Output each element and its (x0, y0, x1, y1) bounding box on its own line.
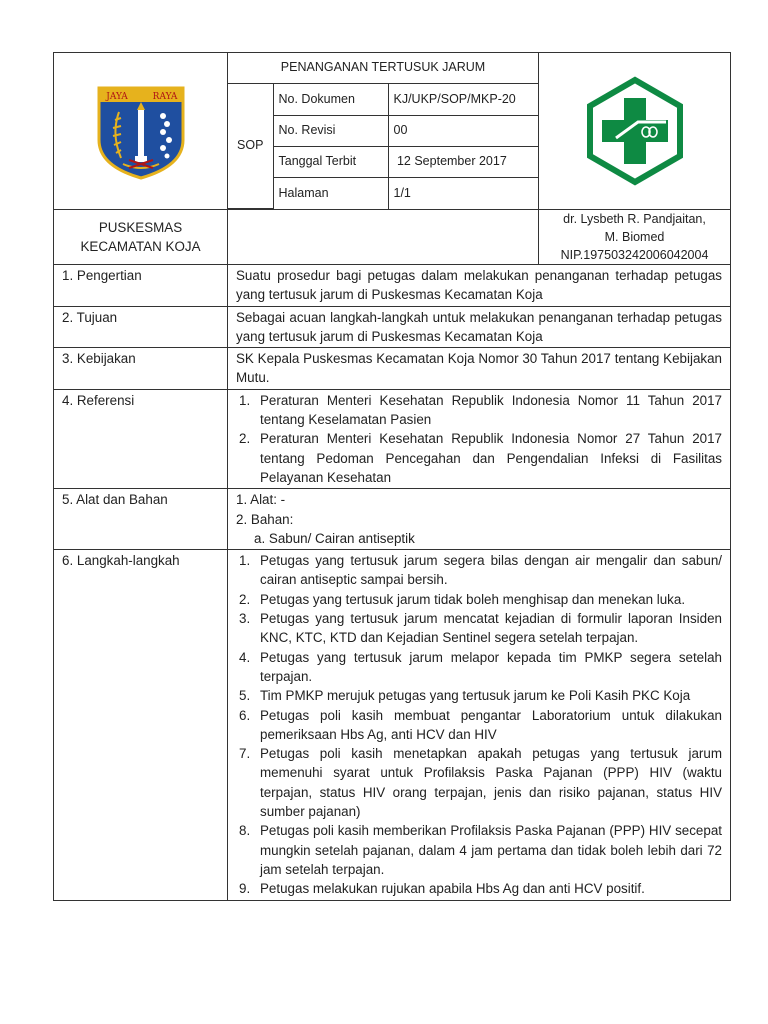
item-text: Tim PMKP merujuk petugas yang tertusuk jarum ke Poli Kasih PKC Koja (260, 688, 691, 704)
list-item (236, 821, 722, 879)
row-kebijakan (54, 348, 731, 390)
list-item (236, 706, 722, 745)
meta-value-halaman: 1/1 (393, 185, 411, 200)
right-logo-cell (539, 53, 731, 210)
label-alat: 5. Alat dan Bahan (54, 489, 228, 550)
left-logo-cell (54, 53, 228, 210)
meta-label-tanggal: Tanggal Terbit (273, 146, 388, 177)
bahan-item: a. Sabun/ Cairan antiseptik (254, 530, 415, 546)
item-number: 4. (239, 649, 251, 665)
sop-label: SOP (228, 84, 273, 209)
emblem-text-right: RAYA (152, 92, 177, 102)
label-referensi: 4. Referensi (54, 389, 228, 488)
row-tujuan (54, 306, 731, 348)
label-kebijakan: 3. Kebijakan (54, 348, 228, 390)
list-item (236, 609, 722, 648)
item-text: Peraturan Menteri Kesehatan Republik Indonesia Nomor 27 Tahun 2017 tentang Pedoman Pencegahan dan Pengendalian Infeksi di Fasilitas Pelayanan Kesehatan (260, 431, 722, 485)
signer-name: dr. Lysbeth R. Pandjaitan, (563, 212, 706, 226)
item-number: 9. (239, 881, 251, 897)
sop-document (53, 52, 731, 901)
list-item (236, 879, 722, 898)
item-text: Petugas melakukan rujukan apabila Hbs Ag dan anti HCV positif. (260, 881, 645, 897)
list-item (236, 551, 722, 590)
list-item (236, 391, 722, 430)
jaya-raya-emblem (93, 82, 189, 180)
item-text: Petugas poli kasih membuat pengantar Laboratorium untuk dilakukan pemeriksaan Hbs Ag, anti HCV dan HIV (260, 707, 722, 742)
blank-cell (228, 210, 539, 265)
meta-label-dokumen: No. Dokumen (273, 84, 388, 115)
referensi-list (236, 391, 722, 487)
signer-cell (539, 210, 731, 265)
document-title: PENANGANAN TERTUSUK JARUM (228, 53, 538, 84)
label-tujuan: 2. Tujuan (54, 306, 228, 348)
row-langkah (54, 550, 731, 900)
item-text: Peraturan Menteri Kesehatan Republik Indonesia Nomor 11 Tahun 2017 tentang Keselamatan Pasien (260, 392, 722, 428)
list-item (236, 429, 722, 487)
institution-cell (54, 210, 228, 265)
institution-line2: KECAMATAN KOJA (80, 239, 201, 254)
signer-degree: M. Biomed (604, 230, 665, 244)
item-text: Petugas poli kasih memberikan Profilaksis Paska Pajanan (PPP) HIV secepat mungkin setelah pajanan, dalam 4 jam pertama dan tidak boleh lebih dari 72 jam setelah terpajan. (260, 823, 722, 877)
item-number: 5. (239, 688, 251, 704)
label-pengertian: 1. Pengertian (54, 265, 228, 307)
row-referensi (54, 389, 731, 488)
list-item (236, 648, 722, 687)
meta-label-halaman: Halaman (273, 178, 388, 209)
item-text: Petugas yang tertusuk jarum segera bilas dengan air mengalir dan sabun/ cairan antiseptic sampai bersih. (260, 553, 722, 588)
item-number: 2. (239, 431, 251, 447)
item-number: 6. (239, 707, 251, 723)
item-number: 1. (239, 392, 251, 408)
item-text: Petugas poli kasih menetapkan apakah petugas yang tertusuk jarum memenuhi syarat untuk Profilaksis Paska Pajanan (PPP) HIV (waktu terpajan, status HIV orang terpajan, jenis dan risiko pajanan, status HIV sumber pajanan) (260, 746, 722, 820)
emblem-text-left: JAYA (105, 92, 128, 102)
meta-label-revisi: No. Revisi (273, 115, 388, 146)
alat-line: 1. Alat: - (236, 492, 286, 508)
item-text: Petugas yang tertusuk jarum tidak boleh menghisap dan menekan luka. (260, 591, 686, 607)
signer-nip: NIP.197503242006042004 (560, 248, 709, 262)
label-langkah: 6. Langkah-langkah (54, 550, 228, 900)
item-number: 1. (239, 553, 251, 569)
item-number: 8. (239, 823, 251, 839)
item-text: Petugas yang tertusuk jarum melapor kepada tim PMKP segera setelah terpajan. (260, 649, 722, 684)
text-pengertian: Suatu prosedur bagi petugas dalam melakukan penanganan terhadap petugas yang tertusuk jarum di Puskesmas Kecamatan Koja (228, 265, 731, 307)
meta-value-tanggal: 12 September 2017 (388, 146, 538, 177)
row-alat (54, 489, 731, 550)
text-tujuan: Sebagai acuan langkah-langkah untuk melakukan penanganan terhadap petugas yang tertusuk jarum di Puskesmas Kecamatan Koja (228, 306, 731, 348)
list-item (236, 686, 722, 705)
meta-value-revisi: 00 (388, 115, 538, 146)
row-pengertian (54, 265, 731, 307)
meta-value-dokumen: KJ/UKP/SOP/MKP-20 (388, 84, 538, 115)
item-number: 7. (239, 746, 251, 762)
bahan-line: 2. Bahan: (236, 511, 294, 527)
item-number: 2. (239, 591, 251, 607)
puskesmas-logo (580, 76, 690, 186)
institution-line1: PUSKESMAS (98, 219, 183, 235)
list-item (236, 744, 722, 821)
text-kebijakan: SK Kepala Puskesmas Kecamatan Koja Nomor 30 Tahun 2017 tentang Kebijakan Mutu. (228, 348, 731, 390)
list-item (236, 590, 722, 609)
item-text: Petugas yang tertusuk jarum mencatat kejadian di formulir laporan Insiden KNC, KTC, KTD dan Kejadian Sentinel segera setelah terpajan. (260, 611, 722, 646)
langkah-list (236, 551, 722, 898)
item-number: 3. (239, 611, 251, 627)
